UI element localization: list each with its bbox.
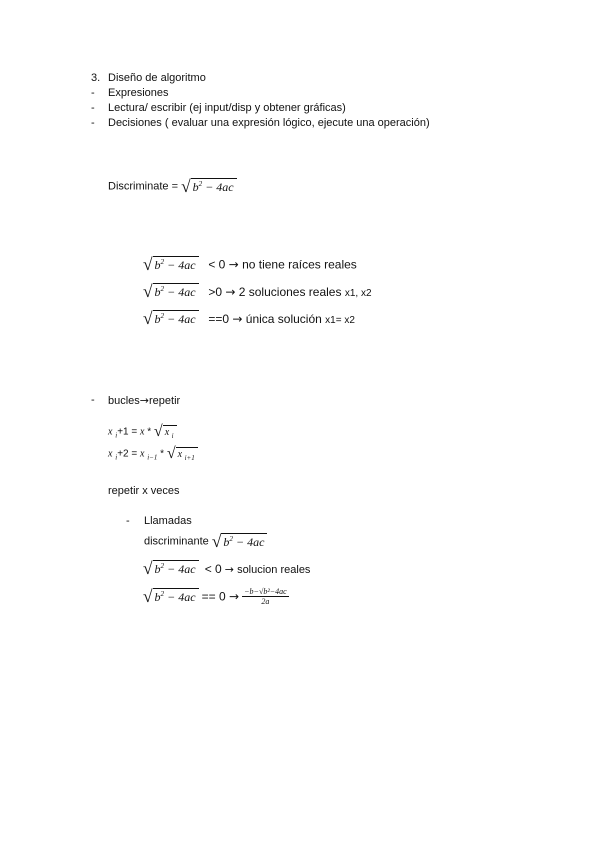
discriminant-call	[144, 533, 267, 550]
bucles-line	[108, 394, 180, 407]
case-condition: ==0	[208, 311, 230, 326]
call-case-row: √ $b^2 - 4ac == 0$ → $\frac{\text{−b−√b²−4ac}}{2a}$	[143, 585, 287, 606]
sqrt-expression: √ $b^2 - 4ac$	[143, 256, 199, 273]
case-text: 2 soluciones reales	[238, 284, 342, 299]
case-condition: < 0	[208, 257, 226, 272]
sqrt-expression: √ $b^2 - 4ac$	[143, 588, 199, 605]
repeat-text: repetir x veces	[108, 485, 180, 497]
loop-formula-1: x $_i$+1 = x * √ x $_i$	[108, 424, 177, 440]
arrow-icon: →	[225, 284, 236, 299]
list-item-text: Diseño de algoritmo	[108, 72, 206, 84]
sqrt-expression: √ $b^2 - 4ac$	[212, 533, 268, 550]
arrow-icon: →	[229, 589, 240, 604]
arrow-icon: →	[224, 562, 234, 576]
sqrt-expression: √ x $_i$	[154, 424, 177, 440]
case-row	[143, 310, 355, 327]
list-marker: 3.	[91, 72, 101, 84]
sqrt-expression: √ x $_{i+1}$	[167, 446, 198, 462]
list-item-text: Decisiones ( evaluar una expresión lógico, ejecute una operación)	[108, 117, 430, 129]
case-text: no tiene raíces reales	[242, 257, 357, 272]
bucles-text: repetir	[149, 395, 181, 407]
arrow-icon: →	[139, 394, 150, 407]
list-marker: -	[91, 117, 95, 129]
discriminant-formula	[108, 178, 237, 195]
list-item-text: Expresiones	[108, 87, 169, 99]
list-marker: -	[126, 515, 130, 527]
sqrt-expression: √ $b^2 - 4ac$	[143, 560, 199, 577]
sqrt-expression: √ $b^2 - 4ac$	[143, 283, 199, 300]
case-condition: >0	[208, 284, 222, 299]
list-item-text: Lectura/ escribir (ej input/disp y obtener gráficas)	[108, 102, 346, 114]
case-row	[143, 283, 372, 300]
arrow-icon: →	[228, 257, 239, 272]
call-case-row: √ $b^2 - 4ac < 0$ → solucion reales	[143, 558, 311, 578]
bucles-label: bucles	[108, 395, 140, 407]
list-marker: -	[91, 102, 95, 114]
discriminant-label: Discriminate =	[108, 180, 178, 193]
llamadas-label: Llamadas	[144, 515, 192, 527]
case-solutions: x1, x2	[344, 287, 372, 299]
disc-call-label: discriminante	[144, 535, 209, 548]
quadratic-fraction: $\frac{\text{−b−√b²−4ac}}{2a}$	[244, 587, 287, 606]
case-solutions: x1= x2	[325, 314, 355, 326]
list-item	[91, 72, 100, 84]
loop-formula-2: x $_i$+2 = x $_{i-1}$ * √ x $_{i+1}$	[108, 446, 198, 462]
case-row	[143, 256, 357, 273]
arrow-icon: →	[232, 311, 243, 326]
list-marker: -	[91, 394, 95, 406]
case-text: única solución	[245, 311, 322, 326]
sqrt-expression: √ $b^2 - 4ac$	[143, 310, 199, 327]
sqrt-expression: √ $b^2 - 4ac$	[181, 178, 237, 195]
list-marker: -	[91, 87, 95, 99]
